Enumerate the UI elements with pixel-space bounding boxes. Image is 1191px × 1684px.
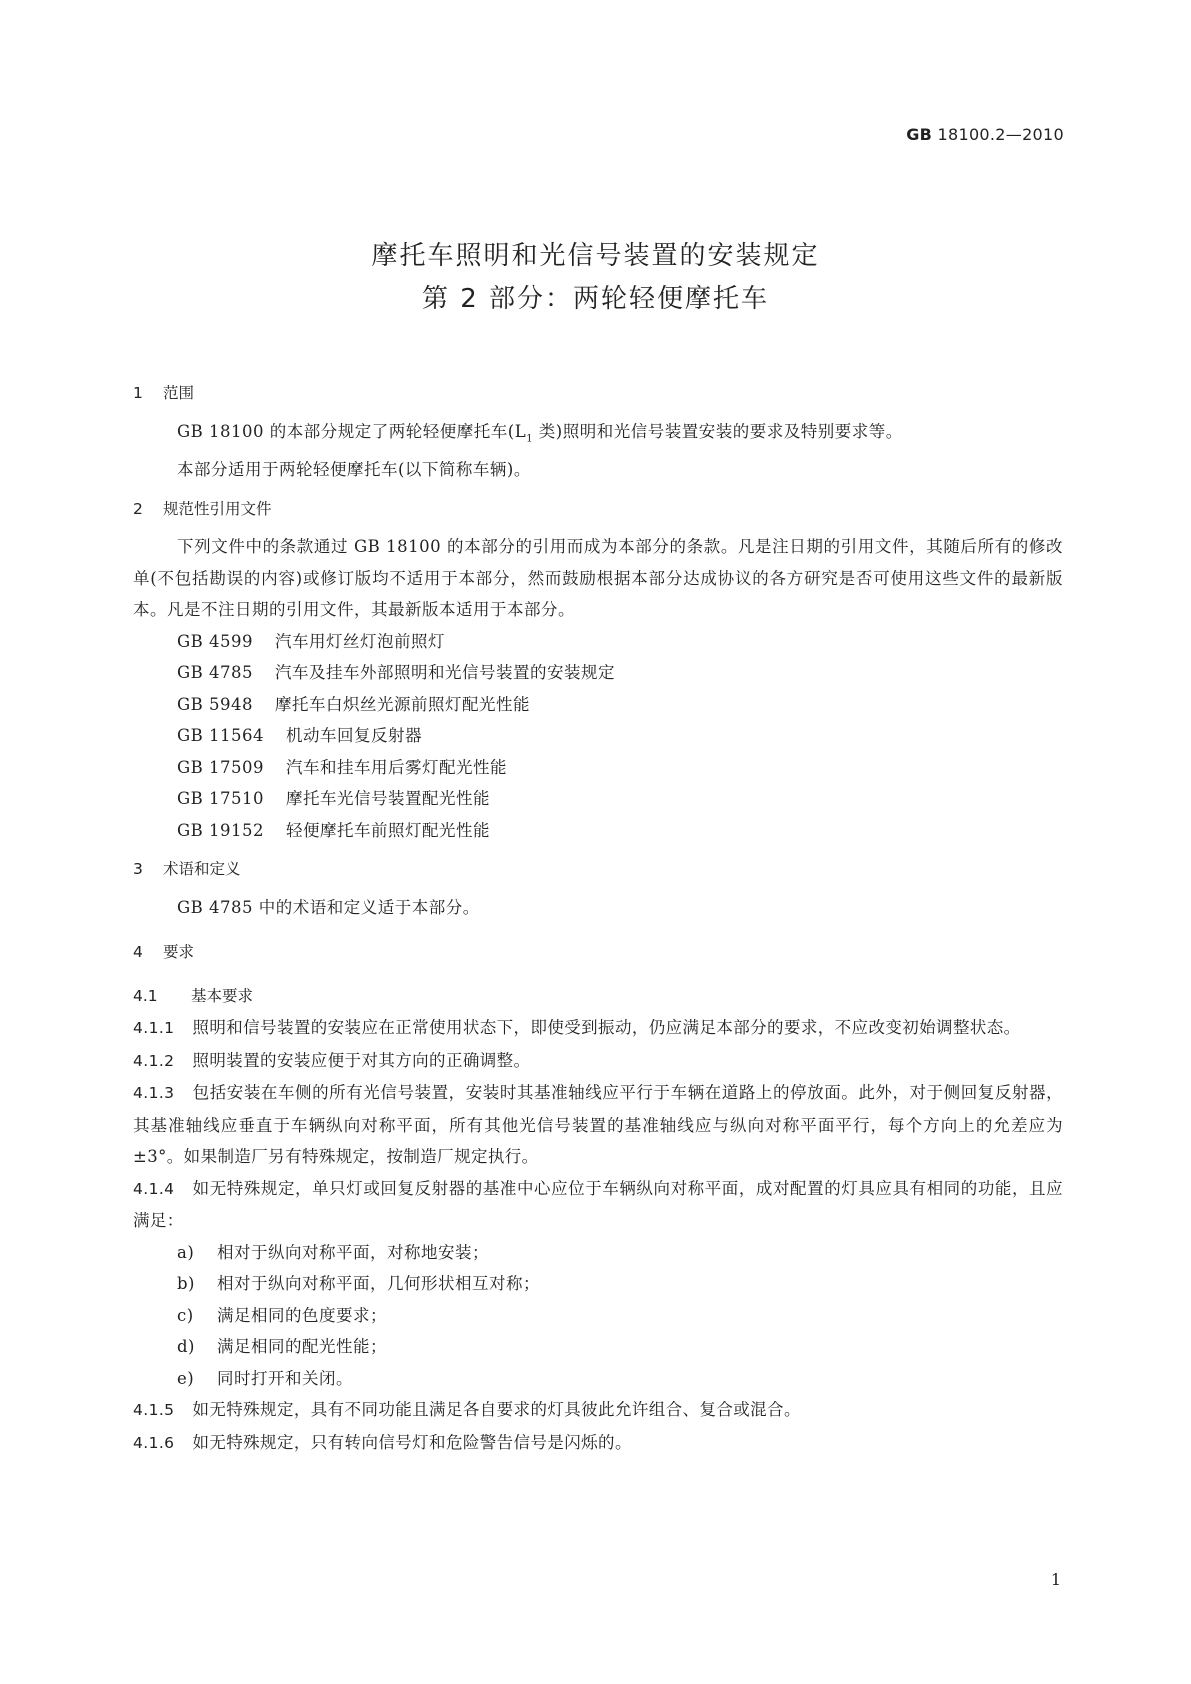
terms-paragraph: GB 4785 中的术语和定义适于本部分。 — [177, 897, 480, 917]
clause-4-1-2 — [133, 1045, 1063, 1078]
clause-number: 4.1.4 — [133, 1179, 175, 1198]
section-title: 范围 — [163, 384, 195, 402]
reference-list — [133, 626, 1063, 847]
section-heading-normative-references — [133, 494, 1063, 526]
clause-4-1-4 — [133, 1173, 1063, 1237]
reference-item: GB 4785 汽车及挂车外部照明和光信号装置的安装规定 — [177, 663, 616, 683]
clause-text: 照明装置的安装应便于对其方向的正确调整。 — [192, 1050, 531, 1070]
list-item: c) 满足相同的色度要求； — [177, 1305, 387, 1325]
section-heading-requirements — [133, 937, 1063, 969]
references-intro-paragraph: 下列文件中的条款通过 GB 18100 的本部分的引用而成为本部分的条款。凡是注日期的引用文件，其随后所有的修改单(不包括勘误的内容)或修订版均不适用于本部分，然而鼓励根据本部分达成协议的各方研究是否可使用这些文件的最新版本。凡是不注日期的引用文件，其最新版本适用于本部分。 — [133, 537, 1063, 620]
reference-item: GB 11564 机动车回复反射器 — [177, 726, 423, 746]
document-title-line1: 摩托车照明和光信号装置的安装规定 — [371, 241, 820, 271]
scope-paragraph-2: 本部分适用于两轮轻便摩托车(以下简称车辆)。 — [177, 460, 531, 480]
page-number: 1 — [1050, 1570, 1061, 1589]
clause-text: 包括安装在车侧的所有光信号装置，安装时其基准轴线应平行于车辆在道路上的停放面。此外，对于侧回复反射器，其基准轴线应垂直于车辆纵向对称平面，所有其他光信号装置的基准轴线应与纵向对称平面平行，每个方向上的允差应为±3°。如果制造厂另有特殊规定，按制造厂规定执行。 — [133, 1083, 1063, 1167]
section-number: 3 — [133, 860, 143, 879]
subsection-heading-basic-requirements — [133, 981, 1063, 1013]
scope-paragraph-1: GB 18100 的本部分规定了两轮轻便摩托车($L_1$ 类)照明和光信号装置安装的要求及特别要求等。 — [177, 421, 903, 444]
reference-item: GB 4599 汽车用灯丝灯泡前照灯 — [177, 631, 446, 651]
clause-4-1-5 — [133, 1394, 1063, 1427]
list-item: e) 同时打开和关闭。 — [177, 1368, 353, 1388]
reference-item: GB 17509 汽车和挂车用后雾灯配光性能 — [177, 757, 508, 777]
reference-item: GB 19152 轻便摩托车前照灯配光性能 — [177, 820, 491, 840]
standard-code-number: 18100.2—2010 — [932, 125, 1064, 144]
standard-code-prefix: GB — [906, 125, 933, 144]
subsection-title: 基本要求 — [191, 986, 254, 1005]
clause-4-1-3 — [133, 1077, 1063, 1173]
l1-subscript: 1 — [526, 432, 534, 444]
document-body — [133, 378, 1063, 1459]
list-item: d) 满足相同的配光性能； — [177, 1337, 387, 1357]
clause-number: 4.1.1 — [133, 1019, 175, 1038]
section-title: 规范性引用文件 — [163, 499, 272, 518]
clause-number: 4.1.5 — [133, 1401, 175, 1420]
clause-text: 如无特殊规定，具有不同功能且满足各自要求的灯具彼此允许组合、复合或混合。 — [192, 1400, 801, 1420]
section-heading-terms — [133, 854, 1063, 886]
section-number: 2 — [133, 499, 143, 518]
standard-code — [906, 125, 1064, 144]
section-number: 1 — [133, 384, 143, 402]
reference-item: GB 5948 摩托车白炽丝光源前照灯配光性能 — [177, 694, 531, 714]
list-item: b) 相对于纵向对称平面，几何形状相互对称； — [177, 1274, 540, 1294]
clause-number: 4.1.3 — [133, 1084, 175, 1103]
clause-number: 4.1.6 — [133, 1433, 175, 1452]
clause-4-1-1 — [133, 1012, 1063, 1045]
clause-text: 照明和信号装置的安装应在正常使用状态下，即使受到振动，仍应满足本部分的要求，不应改变初始调整状态。 — [192, 1018, 1021, 1038]
subsection-number: 4.1 — [133, 986, 158, 1005]
clause-number: 4.1.2 — [133, 1051, 175, 1070]
clause-text: 如无特殊规定，只有转向信号灯和危险警告信号是闪烁的。 — [192, 1432, 632, 1452]
condition-list — [133, 1237, 1063, 1395]
clause-4-1-6 — [133, 1427, 1063, 1460]
list-item: a) 相对于纵向对称平面，对称地安装； — [177, 1242, 489, 1262]
section-number: 4 — [133, 943, 143, 962]
section-title: 术语和定义 — [163, 860, 241, 879]
clause-text: 如无特殊规定，单只灯或回复反射器的基准中心应位于车辆纵向对称平面，成对配置的灯具应具有相同的功能，且应满足： — [133, 1178, 1063, 1231]
section-title: 要求 — [163, 943, 195, 962]
reference-item: GB 17510 摩托车光信号装置配光性能 — [177, 789, 491, 809]
document-title-line2: 第 2 部分：两轮轻便摩托车 — [421, 284, 770, 314]
section-heading-scope — [133, 378, 1063, 410]
